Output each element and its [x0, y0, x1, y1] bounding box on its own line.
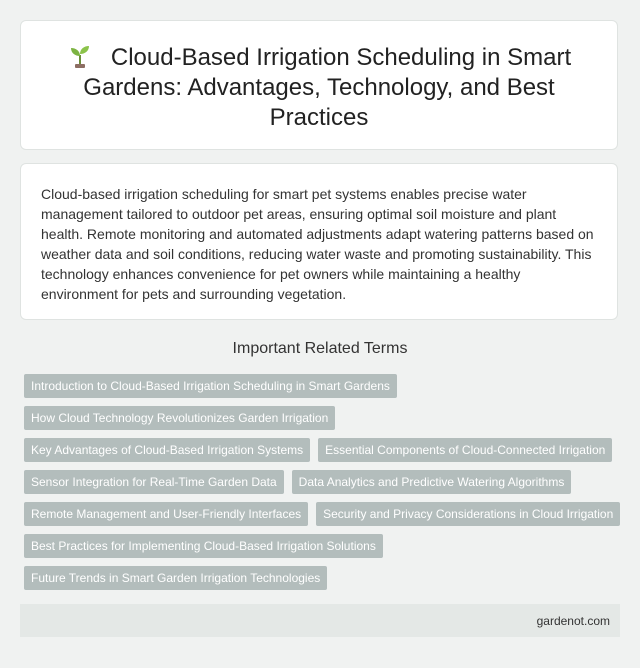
- title-card: [20, 20, 618, 150]
- related-term-tag[interactable]: Security and Privacy Considerations in Cloud Irrigation: [316, 502, 620, 526]
- summary-card: [20, 163, 618, 320]
- related-term-tag[interactable]: Sensor Integration for Real-Time Garden Data: [24, 470, 284, 494]
- related-term-tag[interactable]: Data Analytics and Predictive Watering Algorithms: [292, 470, 572, 494]
- related-term-tag[interactable]: Introduction to Cloud-Based Irrigation Scheduling in Smart Gardens: [24, 374, 397, 398]
- footer-site-link[interactable]: gardenot.com: [536, 614, 610, 628]
- related-term-tag[interactable]: Key Advantages of Cloud-Based Irrigation Systems: [24, 438, 310, 462]
- footer: [20, 604, 620, 637]
- page-title-text: Cloud-Based Irrigation Scheduling in Smart Gardens: Advantages, Technology, and Best Practices: [83, 44, 572, 131]
- related-term-tag[interactable]: Remote Management and User-Friendly Interfaces: [24, 502, 308, 526]
- summary-text: Cloud-based irrigation scheduling for smart pet systems enables precise water management tailored to outdoor pet areas, ensuring optimal soil moisture and plant health. Remote monitoring and automated adjustments adapt watering patterns based on weather data and soil conditions, reducing water waste and promoting sustainability. This technology enhances convenience for pet owners while maintaining a healthy environment for pets and surrounding vegetation.: [41, 186, 594, 302]
- related-terms-heading: Important Related Terms: [232, 340, 408, 357]
- related-term-tag[interactable]: Best Practices for Implementing Cloud-Based Irrigation Solutions: [24, 534, 383, 558]
- related-terms-list: [24, 374, 624, 598]
- sprout-icon: [67, 43, 93, 69]
- related-term-tag[interactable]: Future Trends in Smart Garden Irrigation Technologies: [24, 566, 327, 590]
- related-term-tag[interactable]: How Cloud Technology Revolutionizes Garden Irrigation: [24, 406, 335, 430]
- page-title: [61, 43, 577, 133]
- related-term-tag[interactable]: Essential Components of Cloud-Connected Irrigation: [318, 438, 612, 462]
